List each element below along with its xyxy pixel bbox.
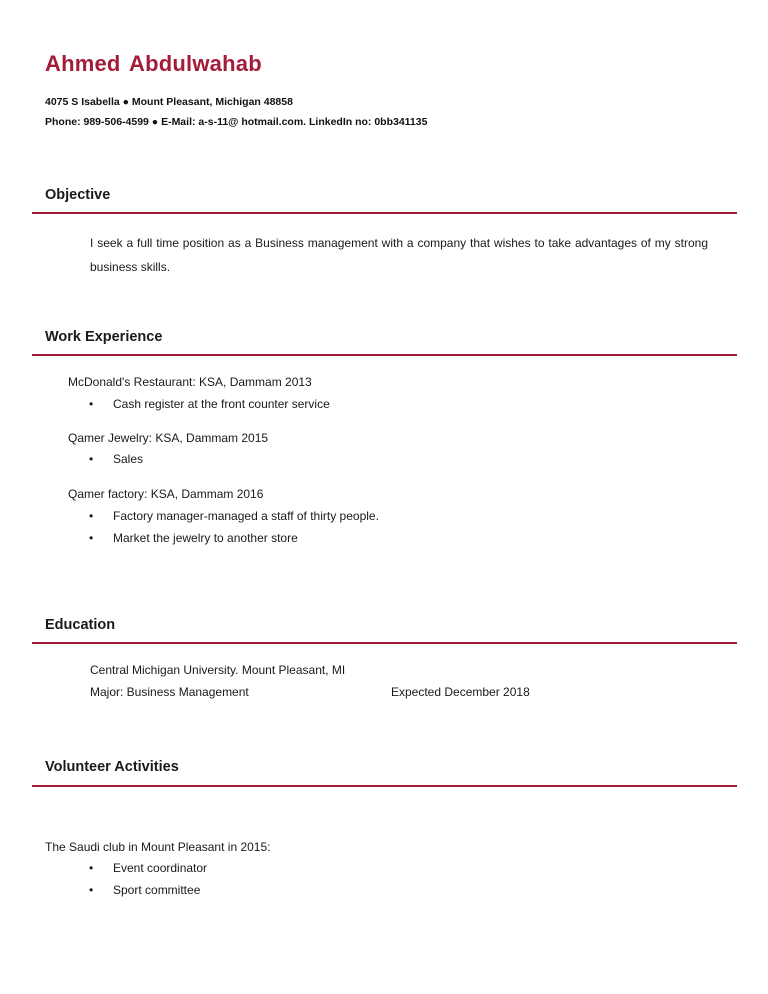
major: Major: Business Management	[90, 685, 249, 699]
candidate-name: Ahmed Abdulwahab	[45, 51, 262, 76]
bullet-icon: •	[89, 861, 94, 875]
objective-heading: Objective	[45, 187, 111, 203]
volunteer-org: The Saudi club in Mount Pleasant in 2015:	[45, 840, 271, 854]
expected-graduation: Expected December 2018	[391, 685, 530, 699]
section-divider	[32, 642, 737, 644]
section-divider	[32, 212, 737, 214]
work-experience-heading: Work Experience	[45, 329, 163, 345]
address-line: 4075 S Isabella ● Mount Pleasant, Michigan 48858	[45, 96, 293, 108]
volunteer-heading: Volunteer Activities	[45, 759, 179, 775]
volunteer-role: Event coordinator	[113, 861, 208, 875]
bullet-icon: •	[89, 452, 94, 466]
job-title: McDonald's Restaurant: KSA, Dammam 2013	[68, 375, 312, 389]
bullet-icon: •	[89, 531, 94, 545]
education-heading: Education	[45, 617, 116, 633]
section-divider	[32, 354, 737, 356]
bullet-icon: •	[89, 397, 94, 411]
contact-line: Phone: 989-506-4599 ● E-Mail: a-s-11@ hotmail.com. LinkedIn no: 0bb341135	[45, 116, 428, 128]
volunteer-role: Sport committee	[113, 883, 201, 897]
job-title: Qamer Jewelry: KSA, Dammam 2015	[68, 431, 269, 445]
section-divider	[32, 785, 737, 787]
bullet-icon: •	[89, 883, 94, 897]
job-title: Qamer factory: KSA, Dammam 2016	[68, 487, 264, 501]
bullet-icon: •	[89, 509, 94, 523]
school-name: Central Michigan University. Mount Pleasant, MI	[90, 663, 346, 677]
job-duty: Sales	[113, 452, 144, 466]
job-duty: Cash register at the front counter service	[113, 397, 330, 411]
job-duty: Factory manager-managed a staff of thirty people.	[113, 509, 379, 523]
objective-text: I seek a full time position as a Business management with a company that wishes to take advantages of my strong business skills.	[90, 236, 708, 274]
job-duty: Market the jewelry to another store	[113, 531, 298, 545]
